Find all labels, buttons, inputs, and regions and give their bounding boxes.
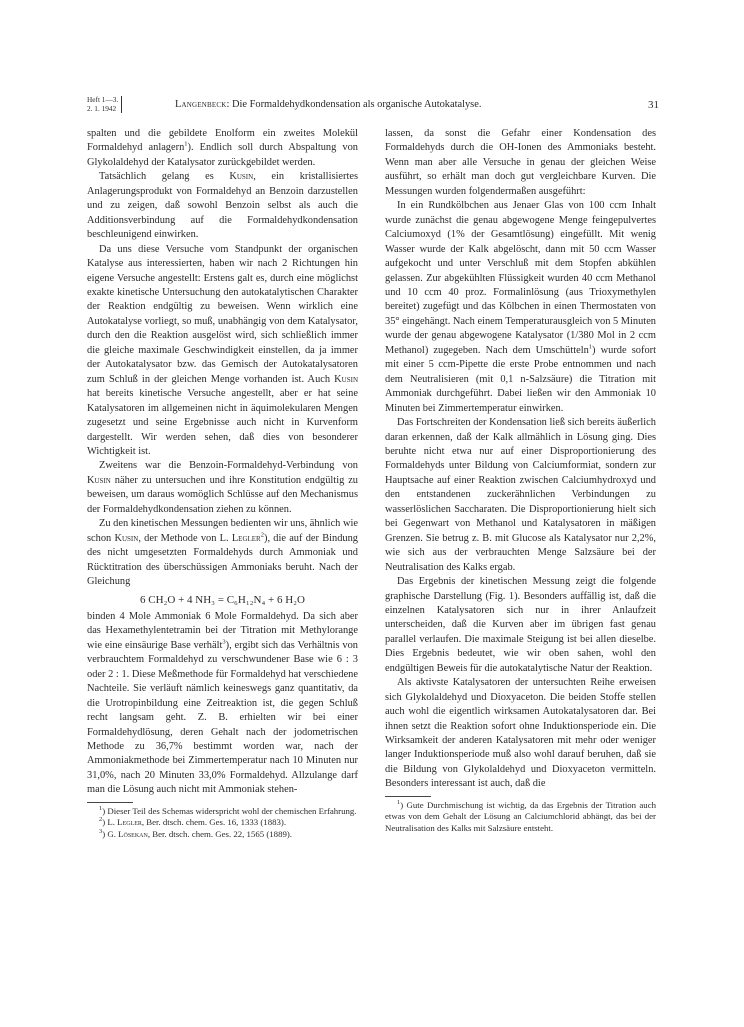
author-name: Legler xyxy=(231,532,261,544)
issue-date: 2. 1. 1942 xyxy=(87,103,117,113)
footnote: $^2$) L. Legler, Ber. dtsch. chem. Ges. 16, 1333 (1883). xyxy=(99,816,287,828)
author-name: Kusin xyxy=(229,171,254,183)
footnote: $^3$) G. Lösekan, Ber. dtsch. chem. Ges. 22, 1565 (1889). xyxy=(99,828,293,840)
footnote-separator xyxy=(87,802,133,803)
paragraph: lassen, da sonst die Gefahr einer Kondensation des Formaldehyds durch die OH-Ionen des Ammoniaks besteht. Wenn man aber alle Versuche in genau der gleichen Weise ausführt, so erhält man doch gut vergleichbare Kurven. Die Messungen wurden folgendermaßen ausgeführt: xyxy=(385,128,656,197)
running-header xyxy=(87,96,659,122)
footnote-ref: 1 xyxy=(588,343,593,351)
author-name: Lösekan xyxy=(118,829,148,840)
paragraph: binden 4 Mole Ammoniak 6 Mole Formaldehyd. Da sich aber das Hexamethylentetramin bei der Titration mit Methylorange wie eine einsäurige Base verhält$^3$), ergibt sich das Verhältnis von verbrauchtem Formaldehyd zu verschwundener Base wie 6 : 3 oder 2 : 1. Diese Meßmethode für Formaldehyd hat verschiedene Nachteile. Sie verläuft nämlich keineswegs ganz quantitativ, da die Urotropinbildung eine Zeitreaktion ist, die gegen Schluß recht langsam geht. Z. B. erhielten wir bei einer Formaldehydlösung, deren Gehalt nach der jodometrischen Methode zu 36,7% bestimmt worden war, nach der Ammoniakmethode bei Zimmertemperatur nach 10 Minuten nur 31,0%, nach 20 Minuten 33,0% Formaldehyd. Allzulange darf man die Lösung auch nicht mit Ammoniak stehen- xyxy=(87,610,358,796)
author-name: Kusin xyxy=(87,474,111,486)
paragraph: Zu den kinetischen Messungen bedienten wir uns, ähnlich wie schon Kusin, der Methode von L. Legler$^2$), die auf der Bindung des nicht umgesetzten Formaldehyds durch Ammoniak und Rücktitration des überschüssigen Ammoniaks beruht. Nach der Gleichung xyxy=(87,518,358,588)
right-column xyxy=(385,127,656,835)
paragraph: Tatsächlich gelang es Kusin, ein kristallisiertes Anlagerungsprodukt von Formaldehyd an Benzoin darzustellen und zu zeigen, daß sowohl Benzoin selbst als auch die Additionsverbindung auf die Formaldehydkondensation beschleunigend einwirken. xyxy=(87,171,359,241)
author-name: Legler xyxy=(117,817,142,828)
footnote-ref: 1 xyxy=(184,140,188,148)
issue-info xyxy=(87,96,122,113)
author-name: Kusin xyxy=(114,532,139,544)
running-title xyxy=(175,99,481,110)
left-column xyxy=(87,127,358,841)
footnote: $^1$) Dieser Teil des Schemas widerspricht wohl der chemischen Erfahrung. xyxy=(99,804,357,816)
paragraph: Das Fortschreiten der Kondensation ließ sich bereits äußerlich daran erkennen, daß der Kalk allmählich in Lösung ging. Dies beruhte nicht etwa nur auf einer Disproportionierung des Formaldehyds unter Bildung von Calciumformiat, sondern zur Hauptsache auf einer Reaktion zwischen Calciumhydroxyd und den entstandenen zuckerähnlichen Verbindungen zu wasserlöslichen Saccharaten. Die Disproportionierung hielt sich bei Gegenwart von Methanol und Katalysatoren in mäßigen Grenzen. Sie betrug z. B. mit Glucose als Katalysator nur 2,2%, wie sich aus der verbrauchten Menge Salzsäure bei der Neutralisation des Kalks ergab. xyxy=(385,417,656,573)
issue-number: Heft 1—3. xyxy=(87,95,119,104)
fraction: 1/380 xyxy=(570,330,594,342)
equation: 6 CH₂O + 4 NH₃ = C₆H₁₂N₄ + 6 H₂O xyxy=(140,593,305,606)
header-author: Langenbeck xyxy=(175,99,227,110)
paragraph: Das Ergebnis der kinetischen Messung zeigt die folgende graphische Darstellung (Fig. 1). Besonders auffällig ist, daß die einzelnen Katalysatoren sich nur in ihrer Anlaufzeit unterscheiden, daß die Kurven aber im übrigen fast genau parallel verlaufen. Die maximale Steigung ist bei allen dieselbe. Dies Ergebnis bedeutet, wie wir oben sahen, wohl den endgültigen Beweis für die autokatalytische Natur der Reaktion. xyxy=(385,576,656,674)
paragraph: Zweitens war die Benzoin-Formaldehyd-Verbindung von Kusin näher zu untersuchen und ihre Konstitution endgültig zu beweisen, um daraus womöglich Schlüsse auf den Mechanismus der Formaldehydkondensation ziehen zu können. xyxy=(87,460,358,515)
header-title: : Die Formaldehydkondensation als organische Autokatalyse. xyxy=(226,99,482,110)
paragraph: Als aktivste Katalysatoren der untersuchten Reihe erweisen sich Glykolaldehyd und Dioxyaceton. Die beiden Stoffe stellen auch wohl die eigentlich wirksamen Autokatalysatoren dar. Bei ihnen setzt die Reaktion sofort ohne Induktionsperiode ein. Die Wirksamkeit der anderen Katalysatoren mit mehr oder weniger langer Induktionsperiode muß also wohl darauf beruhen, daß sie die Bildung von Glykolaldehyd und Dioxyaceton vermitteln. Besonders interessant ist auch, daß die xyxy=(385,677,656,790)
footnote: $^1$) Gute Durchmischung ist wichtig, da das Ergebnis der Titration auch etwas von dem Gehalt der Lösung an Calciumchlorid abhängt, das bei der Neutralisation des Kalks mit Salzsäure entsteht. xyxy=(385,798,656,834)
paragraph: spalten und die gebildete Enolform ein zweites Molekül Formaldehyd anlagern$^1$). Endlich soll durch Abspaltung von Glykolaldehyd der Katalysator zurückgebildet werden. xyxy=(87,128,358,168)
footnote-ref: 3 xyxy=(222,638,226,646)
footnote-separator xyxy=(385,796,431,797)
paragraph: In ein Rundkölbchen aus Jenaer Glas von 100 ccm Inhalt wurde zunächst die genau abgewogene Menge feingepulvertes Calciumoxyd (1% der Gesamtlösung) eingefüllt. Mit wenig Wasser wurde der Kalk abgelöscht, dann mit 50 ccm Wasser aufgekocht und unter Verschluß mit dem Stopfen abkühlen gelassen. Zur abgekühlten Flüssigkeit wurden 40 ccm Methanol und 10 ccm 40 proz. Formalinlösung (aus Trioxymethylen bereitet) zugefügt und das Kölbchen in einen Thermostaten von 35° eingehängt. Nach einem Temperaturausgleich von 5 Minuten wurde der genau abgewogene Katalysator (1/380 Mol in 2 ccm Methanol) zugegeben. Nach dem Umschütteln$^1$) wurde sofort mit einer 5 ccm-Pipette die erste Probe entnommen und nach dem Neutralisieren (mit 0,1 n-Salzsäure) die Titration mit Ammoniak durchgeführt. Dabei ließen wir den Ammoniak 10 Minuten bei Zimmertemperatur einwirken. xyxy=(385,200,657,414)
author-name: Kusin xyxy=(334,373,358,385)
page-number: 31 xyxy=(648,99,659,111)
footnote-ref: 2 xyxy=(260,531,264,539)
paragraph: Da uns diese Versuche vom Standpunkt der organischen Katalyse aus interessierten, haben wir nach 2 Richtungen hin eigene Versuche angestellt: Erstens galt es, durch eine möglichst exakte kinetische Untersuchung den autokatalytischen Charakter der Reaktion endgültig zu beweisen. Wenn wirklich eine Autokatalyse vorliegt, so muß, unabhängig von dem Katalysator, durch den die Reaktion ausgelöst wird, sich schließlich immer die gleiche maximale Geschwindigkeit einstellen, da ja immer der Autokatalysator bzw. das Gemisch der Autokatalysatoren zum Schluß in der gleichen Menge vorhanden ist. Auch Kusin hat bereits kinetische Versuche angestellt, aber er hat seine Katalysatoren im allgemeinen nicht in äquimolekularen Mengen zugesetzt und seine Ergebnisse auch nicht in Kurvenform dargestellt. Wir werden sehen, daß dies von besonderer Wichtigkeit ist. xyxy=(87,243,358,457)
